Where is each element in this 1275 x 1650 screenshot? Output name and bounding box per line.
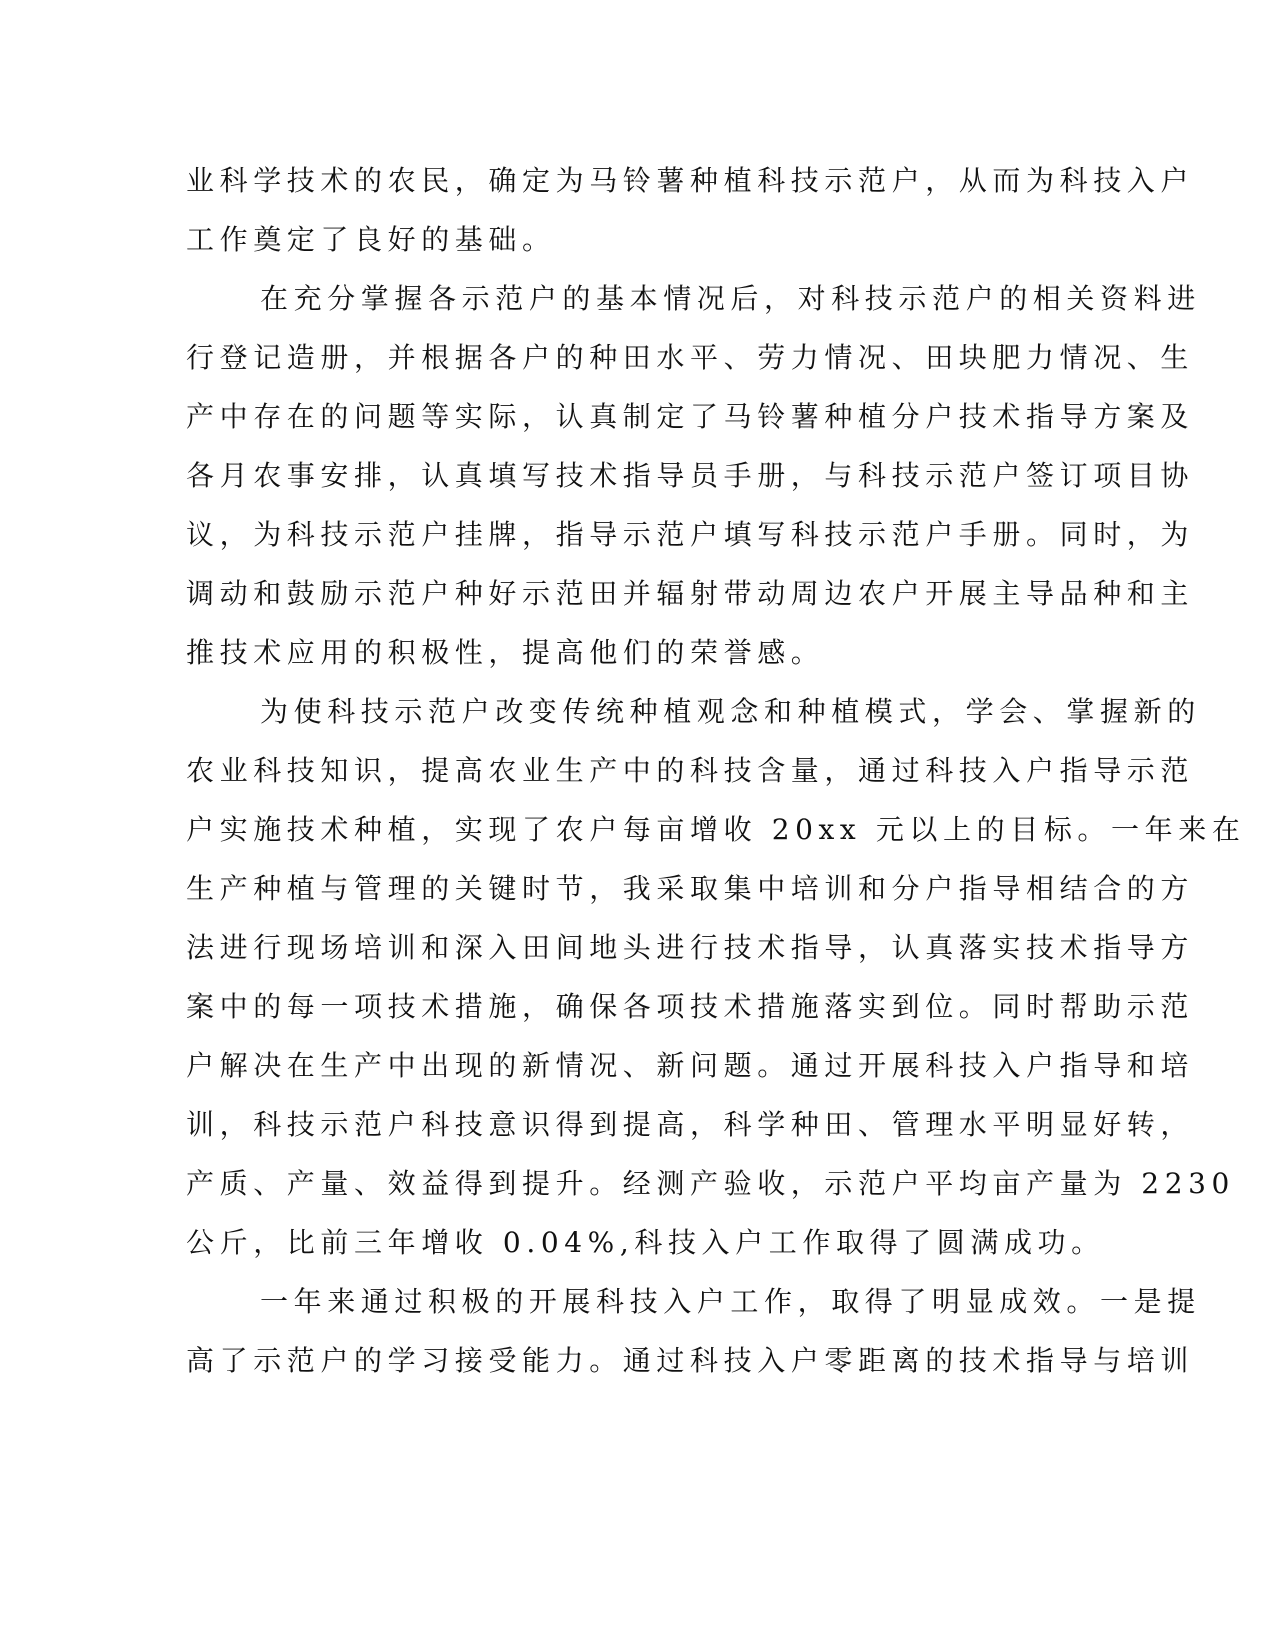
paragraph-2-line-6: 调动和鼓励示范户种好示范田并辐射带动周边农户开展主导品种和主 (186, 577, 1195, 610)
paragraph-3-line-9: 产质、产量、效益得到提升。经测产验收，示范户平均亩产量为 2230 (186, 1167, 1235, 1200)
paragraph-2-line-7: 推技术应用的积极性，提高他们的荣誉感。 (186, 636, 825, 669)
paragraph-3-line-8: 训，科技示范户科技意识得到提高，科学种田、管理水平明显好转， (186, 1108, 1195, 1141)
paragraph-2-line-4: 各月农事安排，认真填写技术指导员手册，与科技示范户签订项目协 (186, 459, 1195, 492)
paragraph-2-line-1: 在充分掌握各示范户的基本情况后，对科技示范户的相关资料进 (260, 282, 1201, 315)
paragraph-2-line-2: 行登记造册，并根据各户的种田水平、劳力情况、田块肥力情况、生 (186, 341, 1195, 374)
paragraph-2-line-3: 产中存在的问题等实际，认真制定了马铃薯种植分户技术指导方案及 (186, 400, 1195, 433)
paragraph-1-line-2: 工作奠定了良好的基础。 (186, 223, 556, 256)
paragraph-3-line-4: 生产种植与管理的关键时节，我采取集中培训和分户指导相结合的方 (186, 872, 1195, 905)
paragraph-2-line-5: 议，为科技示范户挂牌，指导示范户填写科技示范户手册。同时，为 (186, 518, 1195, 551)
paragraph-4-line-1: 一年来通过积极的开展科技入户工作，取得了明显成效。一是提 (260, 1285, 1201, 1318)
paragraph-3-line-7: 户解决在生产中出现的新情况、新问题。通过开展科技入户指导和培 (186, 1049, 1195, 1082)
paragraph-3-line-2: 农业科技知识，提高农业生产中的科技含量，通过科技入户指导示范 (186, 754, 1195, 787)
paragraph-3-line-3: 户实施技术种植，实现了农户每亩增收 20xx 元以上的目标。一年来在 (186, 813, 1246, 846)
paragraph-3-line-1: 为使科技示范户改变传统种植观念和种植模式，学会、掌握新的 (260, 695, 1201, 728)
paragraph-4-line-2: 高了示范户的学习接受能力。通过科技入户零距离的技术指导与培训 (186, 1344, 1195, 1377)
paragraph-3-line-10: 公斤，比前三年增收 0.04%,科技入户工作取得了圆满成功。 (186, 1226, 1105, 1259)
paragraph-1-line-1: 业科学技术的农民，确定为马铃薯种植科技示范户，从而为科技入户 (186, 164, 1195, 197)
paragraph-3-line-5: 法进行现场培训和深入田间地头进行技术指导，认真落实技术指导方 (186, 931, 1195, 964)
paragraph-3-line-6: 案中的每一项技术措施，确保各项技术措施落实到位。同时帮助示范 (186, 990, 1195, 1023)
